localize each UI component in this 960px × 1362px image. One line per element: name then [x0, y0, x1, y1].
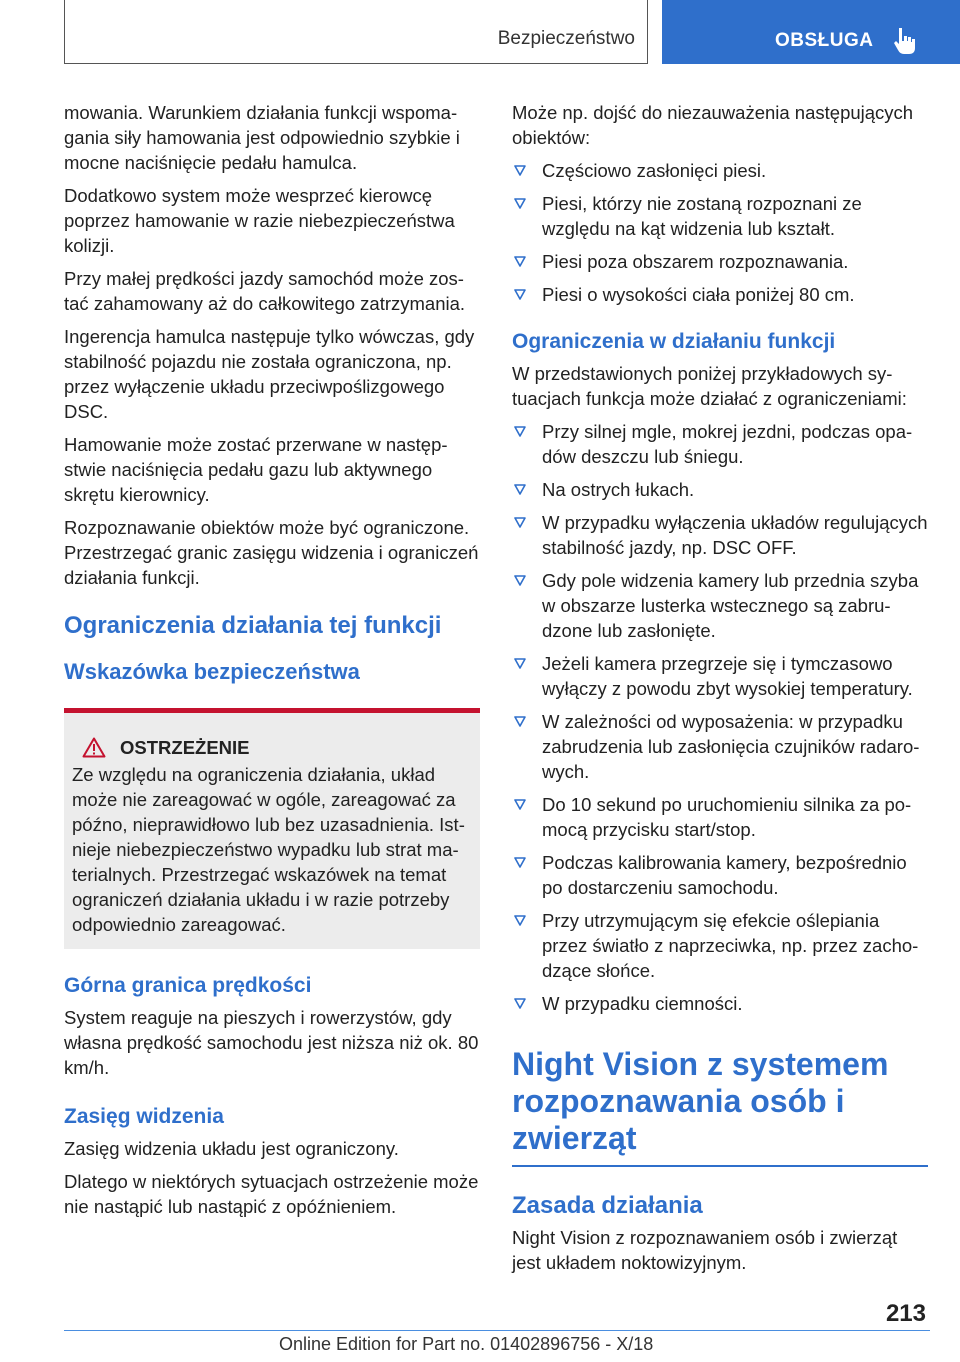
list-item	[512, 651, 928, 701]
triangle-bullet-icon	[514, 857, 526, 868]
paragraph: Może np. dojść do niezauważenia następujących obiektów:	[512, 102, 914, 148]
list-item-text: W przypadku ciemności.	[542, 993, 743, 1014]
list-item	[512, 249, 928, 274]
paragraph: Night Vision z rozpoznawaniem osób i zwierząt jest układem noktowizyjnym.	[512, 1227, 898, 1273]
subsection-heading: Zasada działania	[512, 1192, 703, 1219]
list-item	[512, 191, 928, 241]
paragraph: Rozpoznawanie obiektów może być ograniczone. Przestrzegać granic zasięgu widzenia i ograniczeń działania funkcji.	[64, 517, 479, 588]
left-column	[64, 100, 480, 1227]
bullet-list	[512, 419, 928, 1016]
section-tab	[662, 0, 960, 64]
subsection-heading: Górna granica prędkości	[64, 974, 312, 997]
triangle-bullet-icon	[514, 484, 526, 495]
triangle-bullet-icon	[514, 716, 526, 727]
list-item	[512, 792, 928, 842]
right-column	[512, 100, 928, 1283]
triangle-bullet-icon	[514, 658, 526, 669]
list-item	[512, 850, 928, 900]
chapter-title: Bezpieczeństwo	[497, 28, 635, 49]
warning-text: Ze względu na ograniczenia działania, układ może nie zareagować w ogóle, zareagować za późno, nieprawidłowo lub bez uzasadnienia. Istnieje niebezpieczeństwo wypadku lub strat materialnych. Przestrzegać wskazówek na temat ograniczeń działania układu i w razie potrzeby odpowiednio zareagować.	[72, 764, 465, 935]
triangle-bullet-icon	[514, 799, 526, 810]
pointing-hand-icon	[891, 26, 923, 56]
list-item	[512, 282, 928, 307]
paragraph: Hamowanie może zostać przerwane w następstwie naciśnięcia pedału gazu lub aktywnego skrętu kierownicy.	[64, 434, 448, 505]
paragraph: Dlatego w niektórych sytuacjach ostrzeżenie może nie nastąpić lub nastąpić z opóźnieniem.	[64, 1171, 479, 1217]
chapter-heading: Night Vision z systemem rozpoznawania osób i zwierząt	[512, 1046, 889, 1156]
bullet-list	[512, 158, 928, 307]
triangle-bullet-icon	[514, 426, 526, 437]
section-heading: Ograniczenia działania tej funkcji	[64, 612, 442, 639]
list-item	[512, 419, 928, 469]
warning-box	[64, 708, 480, 949]
triangle-bullet-icon	[514, 517, 526, 528]
subsection-heading: Wskazówka bezpieczeństwa	[64, 659, 360, 684]
list-item-text: W zależności od wyposażenia: w przypadku zabrudzenia lub zasłonięcia czujników radarowych.	[542, 711, 920, 782]
list-item-text: Częściowo zasłonięci piesi.	[542, 160, 767, 181]
triangle-bullet-icon	[514, 256, 526, 267]
warning-triangle-icon	[82, 737, 106, 758]
list-item-text: Na ostrych łukach.	[542, 479, 695, 500]
list-item-text: Przy silnej mgle, mokrej jezdni, podczas opadów deszczu lub śniegu.	[542, 421, 913, 467]
list-item-text: Piesi o wysokości ciała poniżej 80 cm.	[542, 284, 855, 305]
page-number: 213	[885, 1300, 926, 1327]
triangle-bullet-icon	[514, 915, 526, 926]
heading-rule	[512, 1165, 928, 1167]
paragraph: W przedstawionych poniżej przykładowych sytuacjach funkcja może działać z ograniczeniami:	[512, 363, 907, 409]
list-item	[512, 709, 928, 784]
warning-title: OSTRZEŻENIE	[120, 737, 250, 758]
triangle-bullet-icon	[514, 289, 526, 300]
paragraph: Dodatkowo system może wesprzeć kierowcę poprzez hamowanie w razie niebezpieczeństwa kolizji.	[64, 185, 455, 256]
list-item-text: W przypadku wyłączenia układów regulujących stabilność jazdy, np. DSC OFF.	[542, 512, 928, 558]
list-item	[512, 477, 928, 502]
list-item-text: Przy utrzymującym się efekcie oślepiania przez światło z naprzeciwka, np. przez zachodzące słońce.	[542, 910, 919, 981]
paragraph: Przy małej prędkości jazdy samochód może zostać zahamowany aż do całkowitego zatrzymania.	[64, 268, 466, 314]
list-item	[512, 158, 928, 183]
triangle-bullet-icon	[514, 198, 526, 209]
triangle-bullet-icon	[514, 998, 526, 1009]
list-item	[512, 568, 928, 643]
subsection-heading: Zasięg widzenia	[64, 1105, 224, 1128]
triangle-bullet-icon	[514, 165, 526, 176]
footer-rule	[64, 1330, 930, 1331]
list-item-text: Piesi poza obszarem rozpoznawania.	[542, 251, 849, 272]
paragraph: mowania. Warunkiem działania funkcji wspomagania siły hamowania jest odpowiednio szybkie i mocne naciśnięcie pedału hamulca.	[64, 102, 460, 173]
paragraph: Ingerencja hamulca następuje tylko wówczas, gdy stabilność pojazdu nie została ograniczona, np. przez wyłączenie układu przeciwpoślizgowego DSC.	[64, 326, 475, 422]
paragraph: Zasięg widzenia układu jest ograniczony.	[64, 1138, 399, 1159]
list-item	[512, 991, 928, 1016]
triangle-bullet-icon	[514, 575, 526, 586]
list-item-text: Gdy pole widzenia kamery lub przednia szyba w obszarze lusterka wstecznego są zabrudzone lub zasłonięte.	[542, 570, 919, 641]
list-item-text: Do 10 sekund po uruchomieniu silnika za pomocą przycisku start/stop.	[542, 794, 912, 840]
paragraph: System reaguje na pieszych i rowerzystów, gdy własna prędkość samochodu jest niższa niż ok. 80 km/h.	[64, 1007, 479, 1078]
subsection-heading: Ograniczenia w działaniu funkcji	[512, 330, 836, 353]
footer-edition: Online Edition for Part no. 01402896756 - X/18	[279, 1334, 654, 1354]
chapter-tab	[64, 0, 648, 64]
list-item	[512, 908, 928, 983]
list-item-text: Piesi, którzy nie zostaną rozpoznani ze względu na kąt widzenia lub kształt.	[542, 193, 862, 239]
list-item-text: Jeżeli kamera przegrzeje się i tymczasowo wyłączy z powodu zbyt wysokiej temperatury.	[542, 653, 913, 699]
list-item	[512, 510, 928, 560]
list-item-text: Podczas kalibrowania kamery, bezpośrednio po dostarczeniu samochodu.	[542, 852, 907, 898]
section-title: OBSŁUGA	[775, 30, 874, 51]
